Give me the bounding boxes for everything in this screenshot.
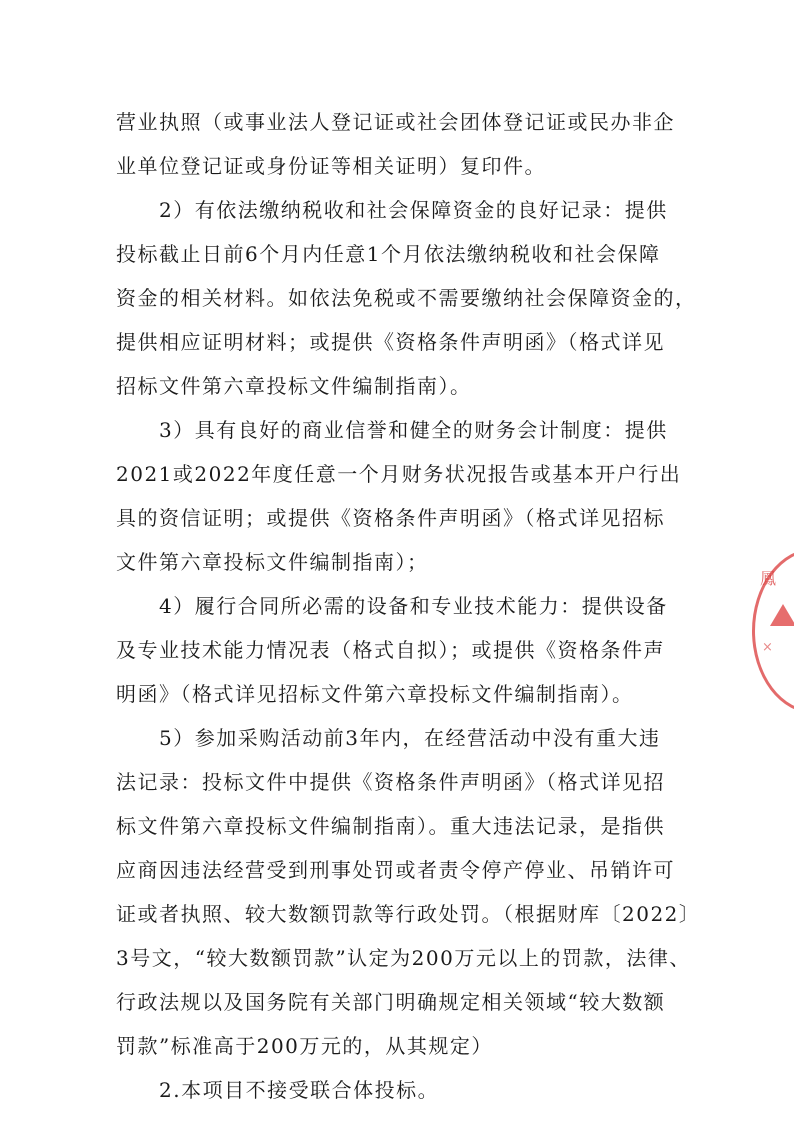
text-line: 5）参加采购活动前3年内，在经营活动中没有重大违	[116, 726, 661, 750]
text-line: 招标文件第六章投标文件编制指南）。	[116, 374, 472, 398]
text-line: 3号文，“较大数额罚款”认定为200万元以上的罚款，法律、	[116, 946, 691, 970]
text-line: 4）履行合同所必需的设备和专业技术能力：提供设备	[116, 594, 668, 618]
text-line: 标文件第六章投标文件编制指南）。重大违法记录，是指供	[116, 814, 665, 838]
paragraph-tax-record	[116, 188, 697, 408]
text-line: 营业执照（或事业法人登记证或社会团体登记证或民办非企	[116, 110, 675, 134]
text-line: 2.本项目不接受联合体投标。	[116, 1078, 440, 1102]
text-line: 应商因违法经营受到刑事处罚或者责令停产停业、吊销许可	[116, 858, 675, 882]
text-line: 明函》（格式详见招标文件第六章投标文件编制指南）。	[116, 682, 634, 706]
text-line: 行政法规以及国务院有关部门明确规定相关领域“较大数额	[116, 990, 666, 1014]
text-line: 证或者执照、较大数额罚款等行政处罚。（根据财库〔2022〕	[116, 902, 701, 926]
text-line: 投标截止日前6个月内任意1个月依法缴纳税收和社会保障	[116, 242, 661, 266]
text-line: 2021或2022年度任意一个月财务状况报告或基本开户行出	[116, 462, 682, 486]
text-line: 3）具有良好的商业信誉和健全的财务会计制度：提供	[116, 418, 668, 442]
text-line: 罚款”标准高于200万元的，从其规定）	[116, 1034, 493, 1058]
paragraph-credit-finance	[116, 408, 682, 584]
text-line: 及专业技术能力情况表（格式自拟）；或提供《资格条件声	[116, 638, 665, 662]
paragraph-equipment-capability	[116, 584, 676, 716]
text-line: 资金的相关材料。如依法免税或不需要缴纳社会保障资金的，	[116, 286, 697, 310]
seal-text-secondary: ×	[762, 640, 773, 655]
text-line: 业单位登记证或身份证等相关证明）复印件。	[116, 154, 546, 178]
text-line: 具的资信证明；或提供《资格条件声明函》（格式详见招标	[116, 506, 665, 530]
text-line: 法记录：投标文件中提供《资格条件声明函》（格式详见招	[116, 770, 665, 794]
paragraph-no-violation	[116, 716, 701, 1068]
paragraph-no-consortium	[116, 1068, 676, 1112]
text-line: 2）有依法缴纳税收和社会保障资金的良好记录：提供	[116, 198, 668, 222]
text-line: 文件第六章投标文件编制指南）；	[116, 550, 429, 574]
seal-text: 鳳	[760, 569, 777, 588]
seal-star-icon	[770, 604, 794, 626]
document-body	[116, 100, 701, 1112]
text-line: 提供相应证明材料；或提供《资格条件声明函》（格式详见	[116, 330, 665, 354]
paragraph-business-license	[116, 100, 676, 188]
